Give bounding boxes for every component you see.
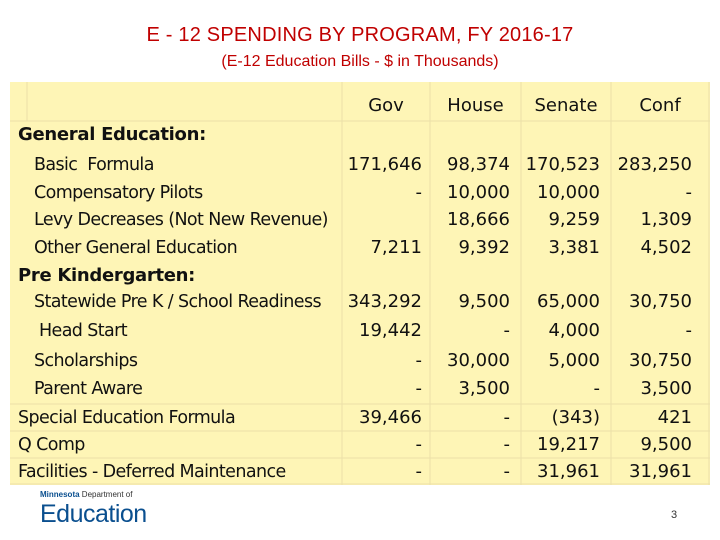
row-value: 31,961 bbox=[537, 461, 600, 482]
page-number: 3 bbox=[670, 509, 678, 521]
row-label: General Education: bbox=[18, 124, 207, 145]
header-house: House bbox=[447, 95, 504, 116]
row-value: - bbox=[415, 182, 422, 203]
row-label: Head Start bbox=[34, 321, 128, 341]
row-value: 31,961 bbox=[629, 461, 692, 482]
row-value: 170,523 bbox=[525, 154, 600, 175]
row-label: Scholarships bbox=[34, 351, 138, 371]
row-value: 421 bbox=[657, 407, 692, 428]
row-label: Levy Decreases (Not New Revenue) bbox=[34, 210, 328, 230]
row-value: - bbox=[685, 182, 692, 203]
row-value: 3,500 bbox=[458, 378, 510, 399]
row-label: Statewide Pre K / School Readiness bbox=[34, 292, 322, 312]
row-value bbox=[342, 122, 422, 148]
row-value: 10,000 bbox=[537, 182, 600, 203]
row-label: Special Education Formula bbox=[18, 408, 236, 428]
row-value: 7,211 bbox=[370, 237, 422, 258]
slide-subtitle: (E-12 Education Bills - $ in Thousands) bbox=[221, 53, 499, 70]
row-value: - bbox=[503, 461, 510, 482]
row-label: Pre Kindergarten: bbox=[18, 265, 196, 286]
row-value: - bbox=[685, 320, 692, 341]
row-value: 30,000 bbox=[447, 350, 510, 371]
row-value: 9,392 bbox=[458, 237, 510, 258]
row-value: 65,000 bbox=[537, 291, 600, 312]
header-conf: Conf bbox=[639, 95, 681, 116]
row-value: 9,259 bbox=[548, 209, 600, 230]
header-senate: Senate bbox=[534, 95, 598, 116]
row-value bbox=[430, 122, 510, 148]
row-value: - bbox=[593, 378, 600, 399]
row-value bbox=[342, 207, 422, 233]
row-value: 9,500 bbox=[640, 434, 692, 455]
logo-wordmark: Education bbox=[40, 500, 147, 528]
row-label: Parent Aware bbox=[34, 379, 143, 399]
row-value: - bbox=[415, 378, 422, 399]
row-label: Other General Education bbox=[34, 238, 238, 258]
logo-dept-line: Minnesota Department of bbox=[40, 490, 133, 499]
header-gov: Gov bbox=[368, 95, 404, 116]
row-label: Facilities - Deferred Maintenance bbox=[18, 462, 286, 482]
row-value: 19,217 bbox=[537, 434, 600, 455]
row-value: - bbox=[415, 461, 422, 482]
spending-table bbox=[10, 82, 710, 485]
row-value: 18,666 bbox=[447, 209, 510, 230]
row-value: 4,000 bbox=[548, 320, 600, 341]
row-value: 98,374 bbox=[447, 154, 510, 175]
row-value: 343,292 bbox=[347, 291, 422, 312]
row-value: 1,309 bbox=[640, 209, 692, 230]
row-value bbox=[611, 263, 692, 289]
row-label: Q Comp bbox=[18, 435, 85, 455]
row-value bbox=[342, 263, 422, 289]
row-value: 3,500 bbox=[640, 378, 692, 399]
row-value: 19,442 bbox=[359, 320, 422, 341]
row-value: 9,500 bbox=[458, 291, 510, 312]
row-value bbox=[430, 263, 510, 289]
row-value: 4,502 bbox=[640, 237, 692, 258]
row-value bbox=[521, 122, 600, 148]
row-value bbox=[521, 263, 600, 289]
row-label: Basic Formula bbox=[34, 155, 154, 175]
education-logo bbox=[40, 490, 160, 530]
row-value: 39,466 bbox=[359, 407, 422, 428]
row-value: 283,250 bbox=[617, 154, 692, 175]
row-value: - bbox=[503, 434, 510, 455]
row-value: 30,750 bbox=[629, 291, 692, 312]
row-label: Compensatory Pilots bbox=[34, 183, 203, 203]
row-value: - bbox=[415, 350, 422, 371]
row-value: 10,000 bbox=[447, 182, 510, 203]
row-value: 171,646 bbox=[347, 154, 422, 175]
row-value: 5,000 bbox=[548, 350, 600, 371]
row-value: - bbox=[503, 407, 510, 428]
row-value: (343) bbox=[551, 407, 600, 428]
row-value: 3,381 bbox=[548, 237, 600, 258]
slide-title: E - 12 SPENDING BY PROGRAM, FY 2016-17 bbox=[146, 24, 574, 46]
row-value: - bbox=[503, 320, 510, 341]
row-value bbox=[611, 122, 692, 148]
row-value: - bbox=[415, 434, 422, 455]
row-value: 30,750 bbox=[629, 350, 692, 371]
